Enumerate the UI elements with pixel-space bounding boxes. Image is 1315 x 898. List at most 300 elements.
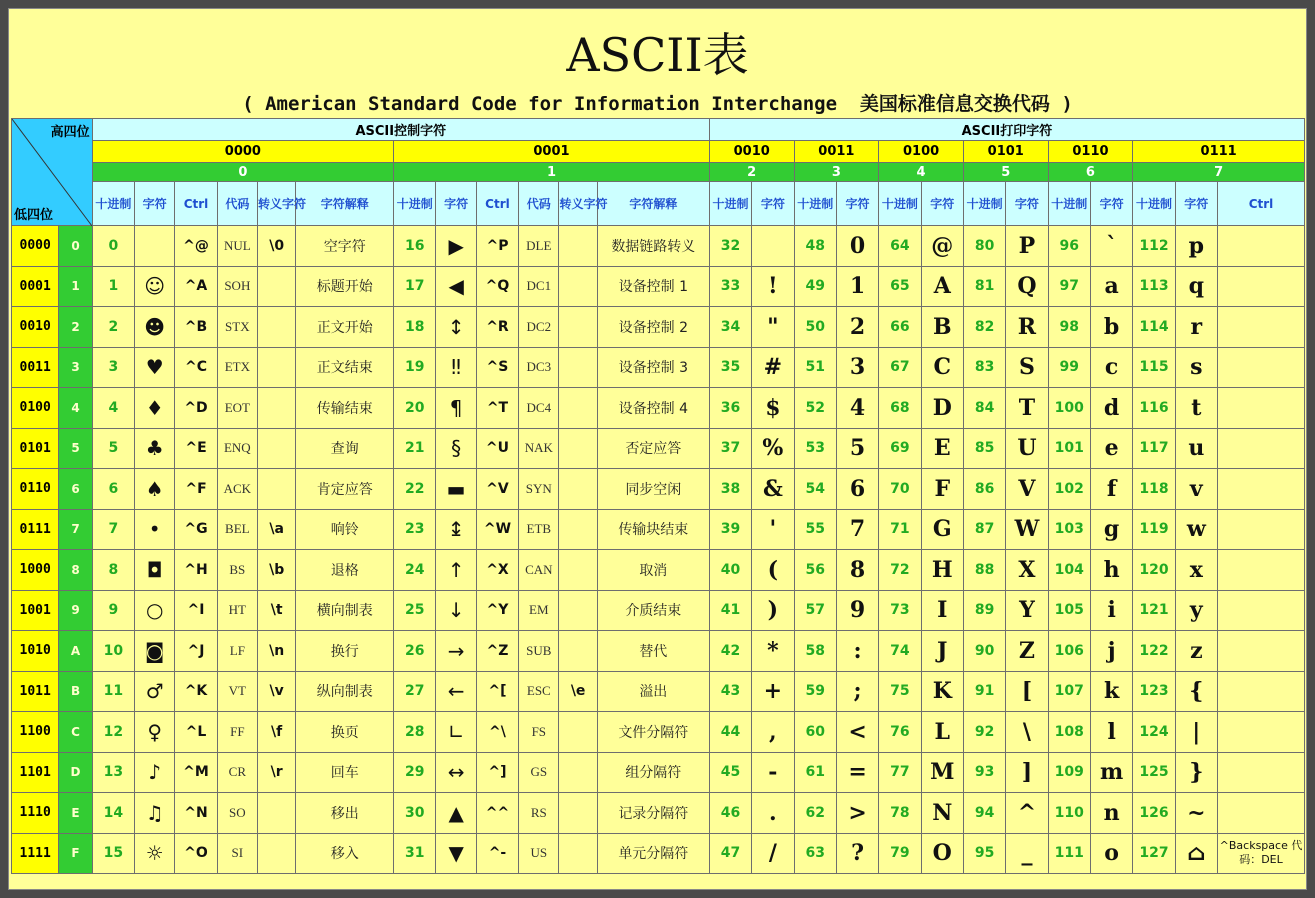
column-header-esc: 转义字符: [258, 182, 296, 226]
high-hex-header: 2: [709, 163, 794, 182]
code-cell: ACK: [217, 469, 257, 510]
symbol-cell: ∟: [436, 712, 476, 753]
decimal-cell: 73: [879, 590, 921, 631]
explanation-cell: 传输块结束: [597, 509, 709, 550]
code-cell: NUL: [217, 226, 257, 267]
column-header-dec: 十进制: [879, 182, 921, 226]
char-cell: r: [1175, 307, 1217, 348]
low-bits-cell: 1001: [12, 590, 59, 631]
ctrl-cell: ^G: [175, 509, 217, 550]
decimal-cell: 46: [709, 793, 751, 834]
symbol-cell: ¶: [436, 388, 476, 429]
low-hex-cell: 4: [59, 388, 92, 429]
symbol-cell: ♂: [135, 671, 175, 712]
char-cell: L: [921, 712, 963, 753]
symbol-cell: ♦: [135, 388, 175, 429]
explanation-cell: 移入: [296, 833, 394, 874]
code-cell: EOT: [217, 388, 257, 429]
ctrl-cell: ^C: [175, 347, 217, 388]
symbol-cell: ↨: [436, 509, 476, 550]
high-hex-header: 3: [794, 163, 879, 182]
decimal-cell: 112: [1133, 226, 1175, 267]
table-row: [12, 752, 1305, 793]
decimal-cell: 93: [963, 752, 1005, 793]
decimal-cell: 81: [963, 266, 1005, 307]
explanation-cell: 换行: [296, 631, 394, 672]
ctrl-cell: ^]: [476, 752, 518, 793]
escape-cell: [559, 347, 597, 388]
escape-cell: [559, 388, 597, 429]
char-cell: ~: [1175, 793, 1217, 834]
decimal-cell: 49: [794, 266, 836, 307]
low-bits-cell: 0101: [12, 428, 59, 469]
column-header-char: 字符: [135, 182, 175, 226]
decimal-cell: 80: [963, 226, 1005, 267]
char-cell: >: [836, 793, 878, 834]
explanation-cell: 查询: [296, 428, 394, 469]
low-hex-cell: 0: [59, 226, 92, 267]
decimal-cell: 27: [394, 671, 436, 712]
ctrl-cell: ^R: [476, 307, 518, 348]
decimal-cell: 10: [92, 631, 134, 672]
code-cell: SUB: [519, 631, 559, 672]
escape-cell: [559, 226, 597, 267]
decimal-cell: 86: [963, 469, 1005, 510]
char-cell: b: [1090, 307, 1132, 348]
escape-cell: [559, 307, 597, 348]
symbol-cell: ↔: [436, 752, 476, 793]
char-cell: d: [1090, 388, 1132, 429]
ctrl-cell: ^P: [476, 226, 518, 267]
decimal-cell: 69: [879, 428, 921, 469]
empty-ctrl-cell: [1217, 428, 1304, 469]
decimal-cell: 75: [879, 671, 921, 712]
char-cell: K: [921, 671, 963, 712]
low-hex-cell: 8: [59, 550, 92, 591]
decimal-cell: 43: [709, 671, 751, 712]
escape-cell: [559, 590, 597, 631]
escape-cell: \0: [258, 226, 296, 267]
low-bits-cell: 0001: [12, 266, 59, 307]
symbol-cell: ♠: [135, 469, 175, 510]
decimal-cell: 29: [394, 752, 436, 793]
empty-ctrl-cell: [1217, 671, 1304, 712]
low-bits-cell: 1000: [12, 550, 59, 591]
ctrl-cell: ^W: [476, 509, 518, 550]
code-cell: STX: [217, 307, 257, 348]
decimal-cell: 109: [1048, 752, 1090, 793]
char-cell: ": [752, 307, 794, 348]
decimal-cell: 96: [1048, 226, 1090, 267]
char-cell: j: [1090, 631, 1132, 672]
ctrl-cell: ^X: [476, 550, 518, 591]
decimal-cell: 64: [879, 226, 921, 267]
decimal-cell: 123: [1133, 671, 1175, 712]
low-bits-cell: 0010: [12, 307, 59, 348]
char-cell: `: [1090, 226, 1132, 267]
empty-ctrl-cell: [1217, 590, 1304, 631]
del-note-cell: ^Backspace 代码：DEL: [1217, 833, 1304, 874]
explanation-cell: 记录分隔符: [597, 793, 709, 834]
low-hex-cell: 7: [59, 509, 92, 550]
decimal-cell: 58: [794, 631, 836, 672]
explanation-cell: 文件分隔符: [597, 712, 709, 753]
high-bits-header: 0110: [1048, 141, 1133, 163]
char-cell: c: [1090, 347, 1132, 388]
decimal-cell: 33: [709, 266, 751, 307]
char-cell: 2: [836, 307, 878, 348]
low-hex-cell: 6: [59, 469, 92, 510]
low-hex-cell: A: [59, 631, 92, 672]
decimal-cell: 94: [963, 793, 1005, 834]
code-cell: FS: [519, 712, 559, 753]
decimal-cell: 5: [92, 428, 134, 469]
decimal-cell: 55: [794, 509, 836, 550]
decimal-cell: 28: [394, 712, 436, 753]
symbol-cell: [135, 226, 175, 267]
symbol-cell: §: [436, 428, 476, 469]
column-header-char: 字符: [436, 182, 476, 226]
ctrl-cell: ^J: [175, 631, 217, 672]
code-cell: SYN: [519, 469, 559, 510]
low-bits-cell: 1110: [12, 793, 59, 834]
char-cell: 3: [836, 347, 878, 388]
explanation-cell: 替代: [597, 631, 709, 672]
print-group-header: ASCII打印字符: [709, 119, 1304, 141]
decimal-cell: 40: [709, 550, 751, 591]
ctrl-cell: ^I: [175, 590, 217, 631]
char-cell: l: [1090, 712, 1132, 753]
decimal-cell: 67: [879, 347, 921, 388]
explanation-cell: 传输结束: [296, 388, 394, 429]
decimal-cell: 70: [879, 469, 921, 510]
ctrl-cell: ^E: [175, 428, 217, 469]
decimal-cell: 6: [92, 469, 134, 510]
code-cell: BEL: [217, 509, 257, 550]
char-cell: Y: [1006, 590, 1048, 631]
decimal-cell: 62: [794, 793, 836, 834]
decimal-cell: 15: [92, 833, 134, 874]
table-row: [12, 266, 1305, 307]
ctrl-cell: ^Y: [476, 590, 518, 631]
symbol-cell: ↓: [436, 590, 476, 631]
code-cell: SOH: [217, 266, 257, 307]
empty-ctrl-cell: [1217, 712, 1304, 753]
char-cell: O: [921, 833, 963, 874]
decimal-cell: 90: [963, 631, 1005, 672]
empty-ctrl-cell: [1217, 307, 1304, 348]
escape-cell: \a: [258, 509, 296, 550]
high-hex-header: 6: [1048, 163, 1133, 182]
escape-cell: [559, 266, 597, 307]
decimal-cell: 16: [394, 226, 436, 267]
decimal-cell: 1: [92, 266, 134, 307]
low-bits-cell: 1100: [12, 712, 59, 753]
decimal-cell: 108: [1048, 712, 1090, 753]
char-cell: B: [921, 307, 963, 348]
ctrl-cell: ^[: [476, 671, 518, 712]
decimal-cell: 53: [794, 428, 836, 469]
char-cell: ]: [1006, 752, 1048, 793]
decimal-cell: 3: [92, 347, 134, 388]
symbol-cell: ○: [135, 590, 175, 631]
char-cell: /: [752, 833, 794, 874]
decimal-cell: 44: [709, 712, 751, 753]
code-cell: VT: [217, 671, 257, 712]
decimal-cell: 78: [879, 793, 921, 834]
explanation-cell: 否定应答: [597, 428, 709, 469]
ctrl-cell: ^\: [476, 712, 518, 753]
escape-cell: [258, 307, 296, 348]
empty-ctrl-cell: [1217, 631, 1304, 672]
low-bits-cell: 1101: [12, 752, 59, 793]
decimal-cell: 25: [394, 590, 436, 631]
escape-cell: \t: [258, 590, 296, 631]
column-header-dec: 十进制: [1133, 182, 1175, 226]
code-cell: DC1: [519, 266, 559, 307]
table-row: [12, 590, 1305, 631]
escape-cell: [559, 469, 597, 510]
decimal-cell: 68: [879, 388, 921, 429]
char-cell: G: [921, 509, 963, 550]
decimal-cell: 47: [709, 833, 751, 874]
char-cell: $: [752, 388, 794, 429]
symbol-cell: ◘: [135, 550, 175, 591]
empty-ctrl-cell: [1217, 226, 1304, 267]
page-subtitle: ( American Standard Code for Information Interchange 美国标准信息交换代码 ): [242, 93, 1073, 115]
explanation-cell: 数据链路转义: [597, 226, 709, 267]
symbol-cell: ‼: [436, 347, 476, 388]
low-hex-cell: D: [59, 752, 92, 793]
decimal-cell: 117: [1133, 428, 1175, 469]
char-cell: T: [1006, 388, 1048, 429]
code-cell: SO: [217, 793, 257, 834]
escape-cell: \n: [258, 631, 296, 672]
column-header-char: 字符: [1175, 182, 1217, 226]
decimal-cell: 22: [394, 469, 436, 510]
column-header-char: 字符: [1090, 182, 1132, 226]
column-header-expl: 字符解释: [296, 182, 394, 226]
decimal-cell: 35: [709, 347, 751, 388]
char-cell: {: [1175, 671, 1217, 712]
empty-ctrl-cell: [1217, 388, 1304, 429]
high-hex-header: 7: [1133, 163, 1305, 182]
symbol-cell: •: [135, 509, 175, 550]
char-cell: S: [1006, 347, 1048, 388]
decimal-cell: 105: [1048, 590, 1090, 631]
escape-cell: \b: [258, 550, 296, 591]
code-cell: SI: [217, 833, 257, 874]
char-cell: J: [921, 631, 963, 672]
decimal-cell: 71: [879, 509, 921, 550]
char-cell: ?: [836, 833, 878, 874]
table-row: [12, 509, 1305, 550]
low-bits-cell: 0011: [12, 347, 59, 388]
column-header-dec: 十进制: [794, 182, 836, 226]
symbol-cell: ☺: [135, 266, 175, 307]
decimal-cell: 59: [794, 671, 836, 712]
char-cell: E: [921, 428, 963, 469]
char-cell: }: [1175, 752, 1217, 793]
char-cell: ,: [752, 712, 794, 753]
char-cell: h: [1090, 550, 1132, 591]
column-header-expl: 字符解释: [597, 182, 709, 226]
explanation-cell: 设备控制 4: [597, 388, 709, 429]
escape-cell: [559, 631, 597, 672]
decimal-cell: 13: [92, 752, 134, 793]
decimal-cell: 2: [92, 307, 134, 348]
char-cell: C: [921, 347, 963, 388]
high-bits-header: 0101: [963, 141, 1048, 163]
decimal-cell: 111: [1048, 833, 1090, 874]
explanation-cell: 正文结束: [296, 347, 394, 388]
explanation-cell: 标题开始: [296, 266, 394, 307]
column-header-dec: 十进制: [1048, 182, 1090, 226]
char-cell: [752, 226, 794, 267]
decimal-cell: 122: [1133, 631, 1175, 672]
decimal-cell: 120: [1133, 550, 1175, 591]
table-row: [12, 307, 1305, 348]
decimal-cell: 51: [794, 347, 836, 388]
empty-ctrl-cell: [1217, 347, 1304, 388]
ctrl-cell: ^D: [175, 388, 217, 429]
table-row: [12, 226, 1305, 267]
escape-cell: [559, 833, 597, 874]
char-cell: u: [1175, 428, 1217, 469]
char-cell: x: [1175, 550, 1217, 591]
char-cell: y: [1175, 590, 1217, 631]
ctrl-cell: ^V: [476, 469, 518, 510]
explanation-cell: 设备控制 1: [597, 266, 709, 307]
high-hex-header: 0: [92, 163, 393, 182]
decimal-cell: 26: [394, 631, 436, 672]
table-row: [12, 347, 1305, 388]
explanation-cell: 正文开始: [296, 307, 394, 348]
char-cell: w: [1175, 509, 1217, 550]
decimal-cell: 24: [394, 550, 436, 591]
code-cell: FF: [217, 712, 257, 753]
ctrl-cell: ^K: [175, 671, 217, 712]
code-cell: CAN: [519, 550, 559, 591]
ascii-table: [11, 118, 1305, 874]
escape-cell: [559, 752, 597, 793]
decimal-cell: 89: [963, 590, 1005, 631]
explanation-cell: 设备控制 2: [597, 307, 709, 348]
decimal-cell: 42: [709, 631, 751, 672]
code-cell: ENQ: [217, 428, 257, 469]
ctrl-cell: ^L: [175, 712, 217, 753]
char-cell: 6: [836, 469, 878, 510]
code-cell: RS: [519, 793, 559, 834]
escape-cell: \r: [258, 752, 296, 793]
symbol-cell: ▬: [436, 469, 476, 510]
char-cell: 7: [836, 509, 878, 550]
decimal-cell: 45: [709, 752, 751, 793]
char-cell: F: [921, 469, 963, 510]
low-hex-cell: 5: [59, 428, 92, 469]
decimal-cell: 83: [963, 347, 1005, 388]
char-cell: #: [752, 347, 794, 388]
decimal-cell: 52: [794, 388, 836, 429]
char-cell: &: [752, 469, 794, 510]
decimal-cell: 88: [963, 550, 1005, 591]
escape-cell: [258, 388, 296, 429]
table-row: [12, 631, 1305, 672]
low-bits-cell: 0000: [12, 226, 59, 267]
char-cell: Z: [1006, 631, 1048, 672]
code-cell: HT: [217, 590, 257, 631]
high-hex-header: 5: [963, 163, 1048, 182]
ctrl-cell: ^Q: [476, 266, 518, 307]
decimal-cell: 110: [1048, 793, 1090, 834]
char-cell: M: [921, 752, 963, 793]
ctrl-cell: ^@: [175, 226, 217, 267]
char-cell: z: [1175, 631, 1217, 672]
decimal-cell: 100: [1048, 388, 1090, 429]
table-row: [12, 671, 1305, 712]
column-header-char: 字符: [921, 182, 963, 226]
escape-cell: [559, 428, 597, 469]
empty-ctrl-cell: [1217, 266, 1304, 307]
decimal-cell: 87: [963, 509, 1005, 550]
decimal-cell: 126: [1133, 793, 1175, 834]
code-cell: EM: [519, 590, 559, 631]
high-bits-header: 0001: [394, 141, 710, 163]
symbol-cell: ↕: [436, 307, 476, 348]
decimal-cell: 41: [709, 590, 751, 631]
decimal-cell: 19: [394, 347, 436, 388]
symbol-cell: ♥: [135, 347, 175, 388]
char-cell: V: [1006, 469, 1048, 510]
code-cell: DC3: [519, 347, 559, 388]
low-bits-cell: 0110: [12, 469, 59, 510]
explanation-cell: 横向制表: [296, 590, 394, 631]
char-cell: \: [1006, 712, 1048, 753]
explanation-cell: 单元分隔符: [597, 833, 709, 874]
high-bits-header: 0011: [794, 141, 879, 163]
char-cell: H: [921, 550, 963, 591]
code-cell: DC2: [519, 307, 559, 348]
decimal-cell: 34: [709, 307, 751, 348]
symbol-cell: ☼: [135, 833, 175, 874]
char-cell: o: [1090, 833, 1132, 874]
explanation-cell: 回车: [296, 752, 394, 793]
low-bits-cell: 0100: [12, 388, 59, 429]
decimal-cell: 9: [92, 590, 134, 631]
symbol-cell: ↑: [436, 550, 476, 591]
decimal-cell: 7: [92, 509, 134, 550]
ctrl-cell: ^A: [175, 266, 217, 307]
ctrl-cell: ^U: [476, 428, 518, 469]
char-cell: 8: [836, 550, 878, 591]
decimal-cell: 119: [1133, 509, 1175, 550]
char-cell: i: [1090, 590, 1132, 631]
low-bits-cell: 1011: [12, 671, 59, 712]
char-cell: p: [1175, 226, 1217, 267]
char-cell: f: [1090, 469, 1132, 510]
explanation-cell: 退格: [296, 550, 394, 591]
low-bits-cell: 1010: [12, 631, 59, 672]
symbol-cell: ♀: [135, 712, 175, 753]
ctrl-cell: ^H: [175, 550, 217, 591]
escape-cell: [258, 469, 296, 510]
decimal-cell: 101: [1048, 428, 1090, 469]
code-cell: CR: [217, 752, 257, 793]
low-hex-cell: 9: [59, 590, 92, 631]
decimal-cell: 60: [794, 712, 836, 753]
corner-low-label: 低四位: [14, 208, 54, 223]
code-cell: DLE: [519, 226, 559, 267]
